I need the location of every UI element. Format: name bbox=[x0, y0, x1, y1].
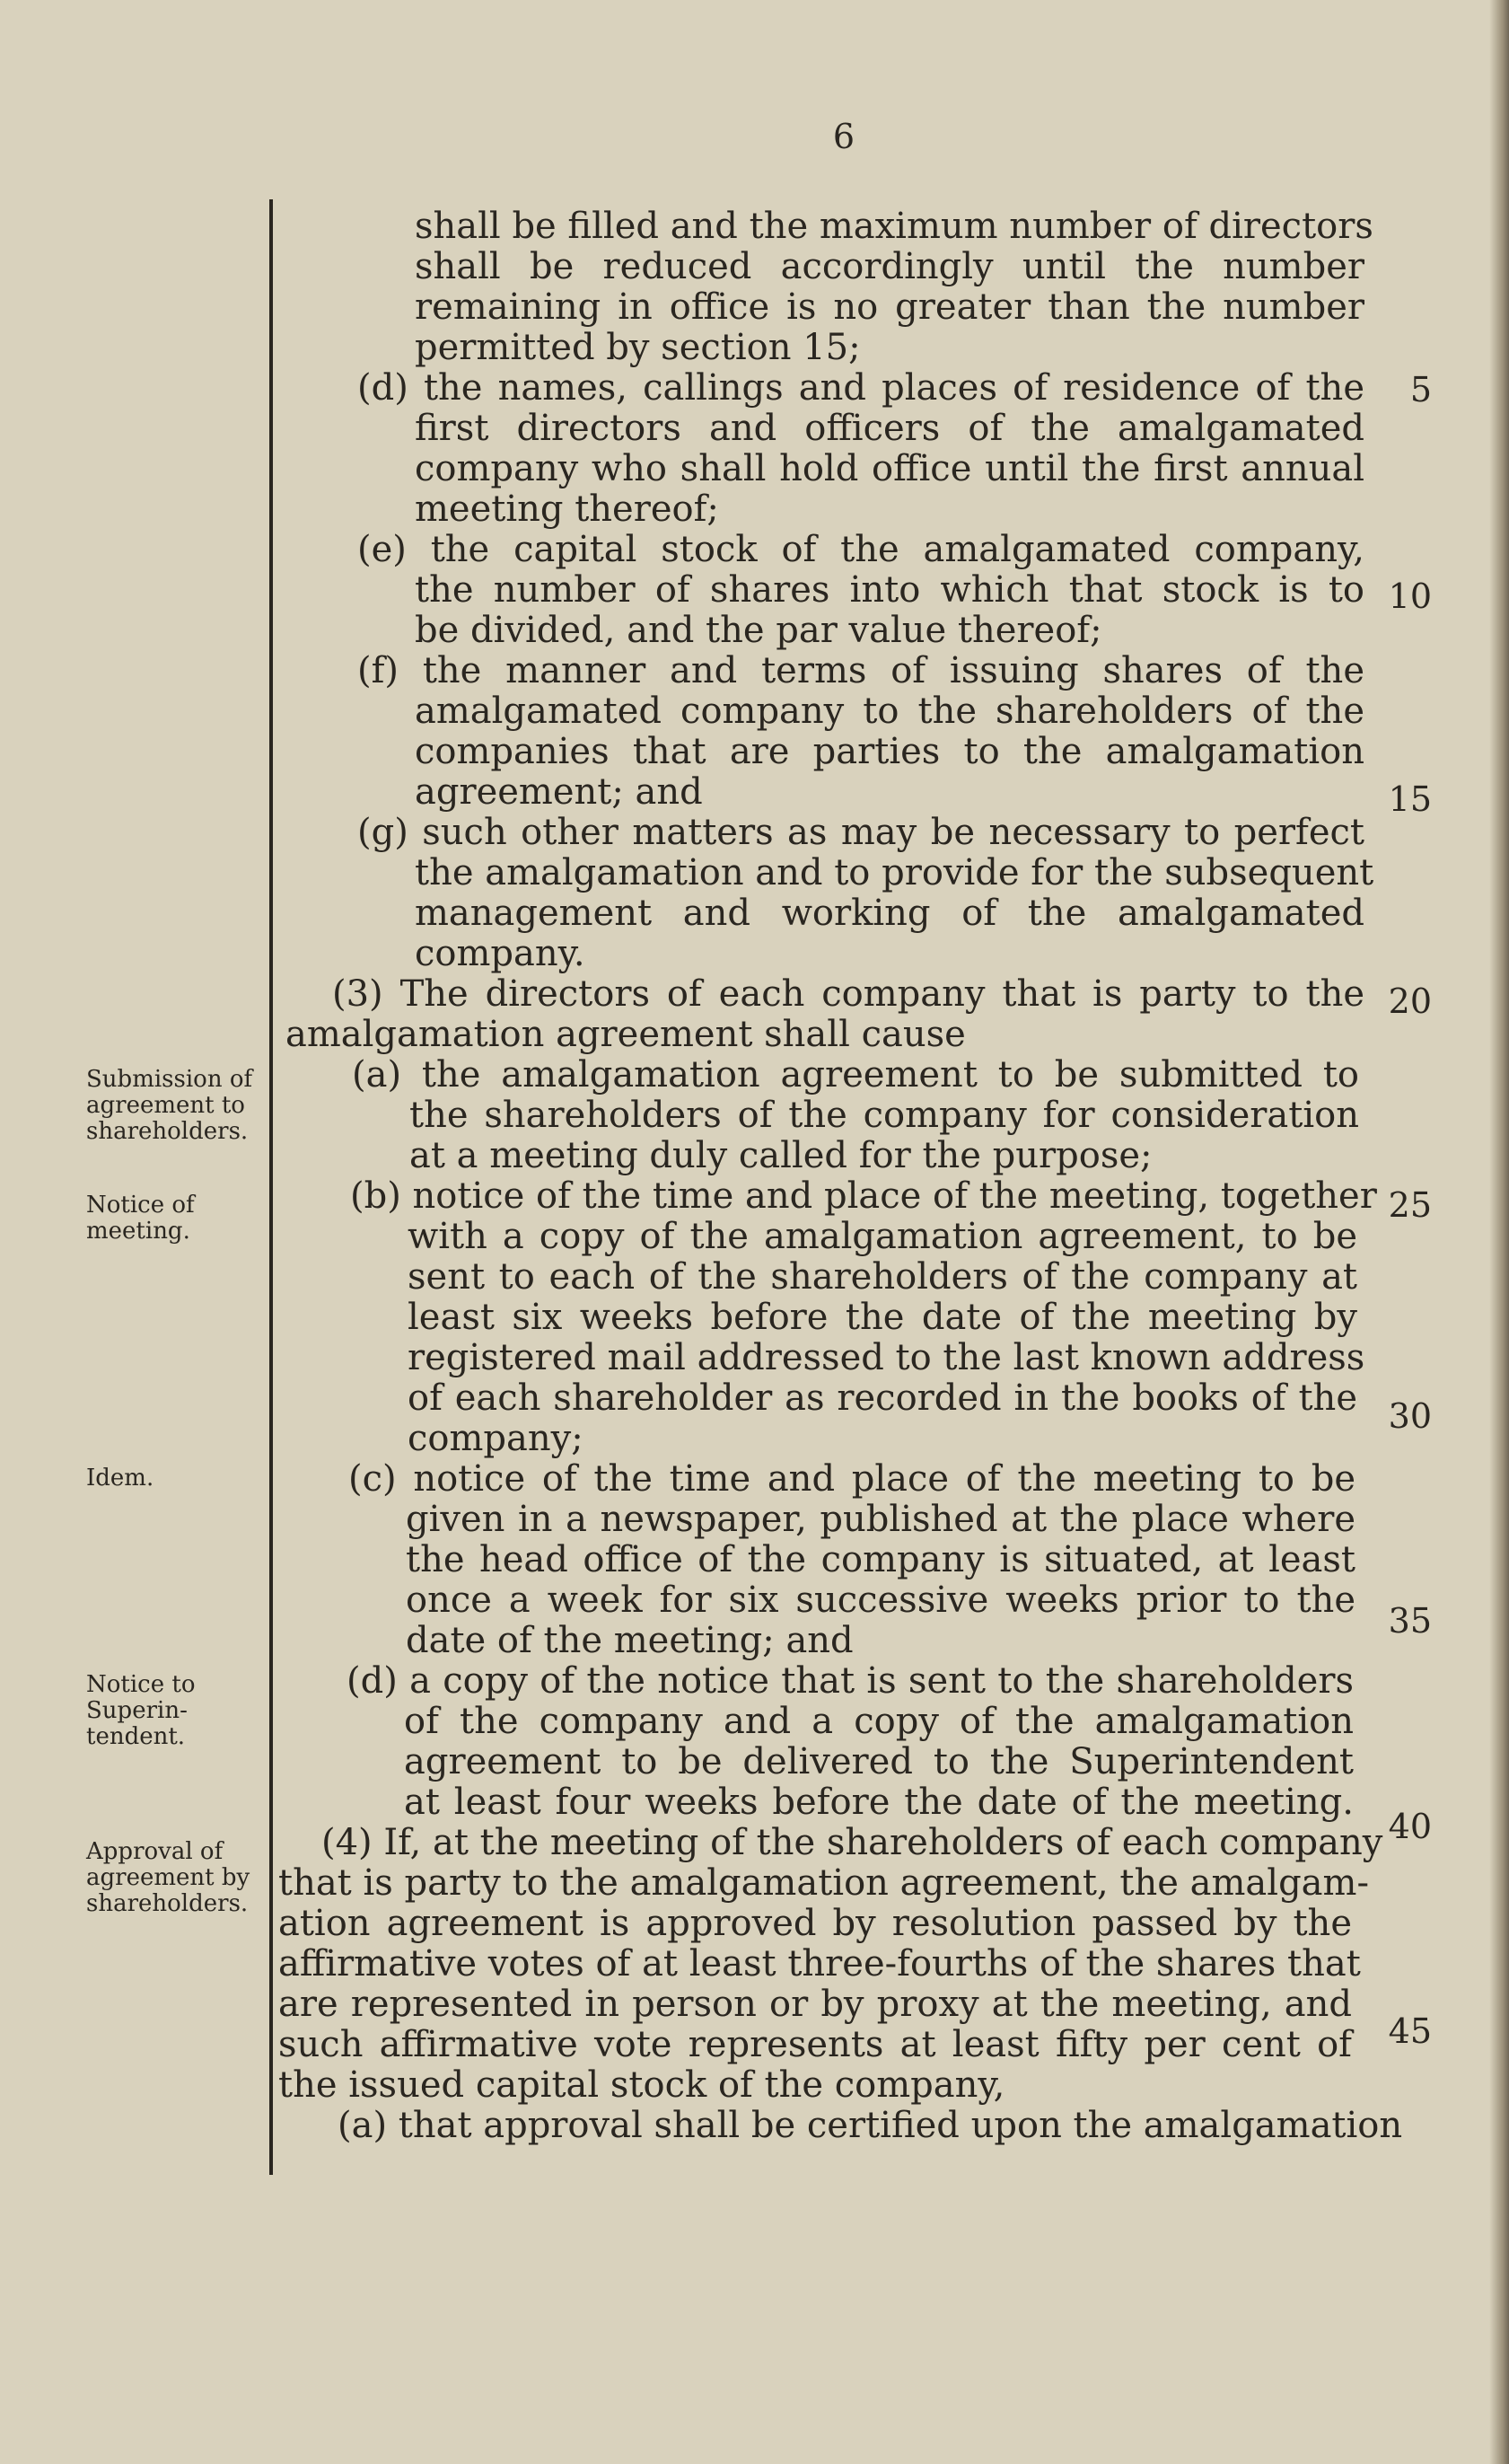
text-line: (c) notice of the time and place of the meeting to be bbox=[348, 1458, 1355, 1500]
text-line: such affirmative vote represents at least fifty per cent of bbox=[278, 2024, 1352, 2065]
text-line: (a) that approval shall be certified upon the amalgamation bbox=[338, 2105, 1403, 2146]
text-line: be divided, and the par value thereof; bbox=[415, 610, 1102, 651]
line-number: 45 bbox=[1388, 2011, 1432, 2051]
text-line: are represented in person or by proxy at the meeting, and bbox=[278, 1984, 1352, 2025]
text-line: (3) The directors of each company that is party to the bbox=[332, 973, 1364, 1015]
text-line: the shareholders of the company for consideration bbox=[409, 1095, 1359, 1136]
text-line: (d) the names, callings and places of residence of the bbox=[357, 367, 1364, 409]
text-line: (d) a copy of the notice that is sent to the shareholders bbox=[347, 1660, 1354, 1702]
text-line: that is party to the amalgamation agreement, the amalgam- bbox=[278, 1862, 1369, 1904]
text-line: registered mail addressed to the last known address bbox=[408, 1337, 1365, 1378]
margin-note-approval: Approval of agreement by shareholders. bbox=[86, 1838, 250, 1917]
margin-note-submission: Submission of agreement to shareholders. bbox=[86, 1066, 253, 1145]
text-line: date of the meeting; and bbox=[406, 1620, 854, 1661]
text-line: companies that are parties to the amalgamation bbox=[415, 731, 1364, 772]
page-edge-shadow bbox=[1489, 0, 1509, 2464]
text-line: sent to each of the shareholders of the company at bbox=[408, 1256, 1357, 1298]
text-line: once a week for six successive weeks prior to the bbox=[406, 1580, 1355, 1621]
text-line: shall be filled and the maximum number of directors bbox=[415, 206, 1373, 247]
line-number: 15 bbox=[1388, 779, 1432, 819]
text-line: (a) the amalgamation agreement to be submitted to bbox=[352, 1054, 1359, 1096]
text-line: with a copy of the amalgamation agreement, to be bbox=[408, 1216, 1357, 1257]
line-number: 10 bbox=[1388, 576, 1432, 616]
text-line: shall be reduced accordingly until the number bbox=[415, 246, 1364, 287]
text-line: agreement to be delivered to the Superintendent bbox=[404, 1741, 1354, 1782]
line-number: 20 bbox=[1388, 981, 1432, 1021]
text-line: (e) the capital stock of the amalgamated company, bbox=[357, 529, 1364, 570]
text-line: meeting thereof; bbox=[415, 488, 719, 530]
text-line: (b) notice of the time and place of the meeting, together bbox=[350, 1175, 1377, 1217]
text-line: management and working of the amalgamated bbox=[415, 893, 1364, 934]
text-line: agreement; and bbox=[415, 771, 703, 813]
line-number: 35 bbox=[1388, 1601, 1432, 1641]
text-line: permitted by section 15; bbox=[415, 327, 861, 368]
page-number: 6 bbox=[832, 117, 855, 156]
line-number: 5 bbox=[1409, 370, 1432, 409]
text-line: affirmative votes of at least three-fourths of the shares that bbox=[278, 1943, 1361, 1984]
text-line: amalgamated company to the shareholders of the bbox=[415, 691, 1364, 732]
text-line: the issued capital stock of the company, bbox=[278, 2064, 1005, 2106]
text-line: the number of shares into which that stock is to bbox=[415, 569, 1364, 611]
text-line: company. bbox=[415, 933, 585, 974]
line-number: 30 bbox=[1388, 1396, 1432, 1436]
text-line: at a meeting duly called for the purpose; bbox=[409, 1135, 1153, 1176]
text-line: least six weeks before the date of the meeting by bbox=[408, 1297, 1357, 1338]
text-line: of each shareholder as recorded in the books of the bbox=[408, 1377, 1357, 1419]
text-line: amalgamation agreement shall cause bbox=[285, 1014, 966, 1055]
text-line: ation agreement is approved by resolution passed by the bbox=[278, 1903, 1352, 1944]
text-line: company who shall hold office until the first annual bbox=[415, 448, 1364, 489]
line-number: 25 bbox=[1388, 1185, 1432, 1225]
text-line: (f) the manner and terms of issuing shares of the bbox=[357, 650, 1364, 691]
margin-note-notice-of-meeting: Notice of meeting. bbox=[86, 1192, 195, 1245]
text-line: remaining in office is no greater than the number bbox=[415, 286, 1364, 328]
line-number: 40 bbox=[1388, 1807, 1432, 1846]
text-line: company; bbox=[408, 1418, 583, 1459]
text-line: of the company and a copy of the amalgamation bbox=[404, 1701, 1354, 1742]
text-line: (g) such other matters as may be necessary to perfect bbox=[357, 812, 1364, 853]
text-line: the amalgamation and to provide for the subsequent bbox=[415, 852, 1374, 893]
text-line: first directors and officers of the amalgamated bbox=[415, 408, 1364, 449]
text-line: given in a newspaper, published at the place where bbox=[406, 1499, 1355, 1540]
text-line: (4) If, at the meeting of the shareholders of each company bbox=[321, 1822, 1383, 1863]
margin-note-superintendent: Notice to Superin-tendent. bbox=[86, 1671, 196, 1750]
text-line: at least four weeks before the date of the meeting. bbox=[404, 1782, 1354, 1823]
margin-note-idem: Idem. bbox=[86, 1465, 154, 1492]
text-line: the head office of the company is situated, at least bbox=[406, 1539, 1355, 1580]
